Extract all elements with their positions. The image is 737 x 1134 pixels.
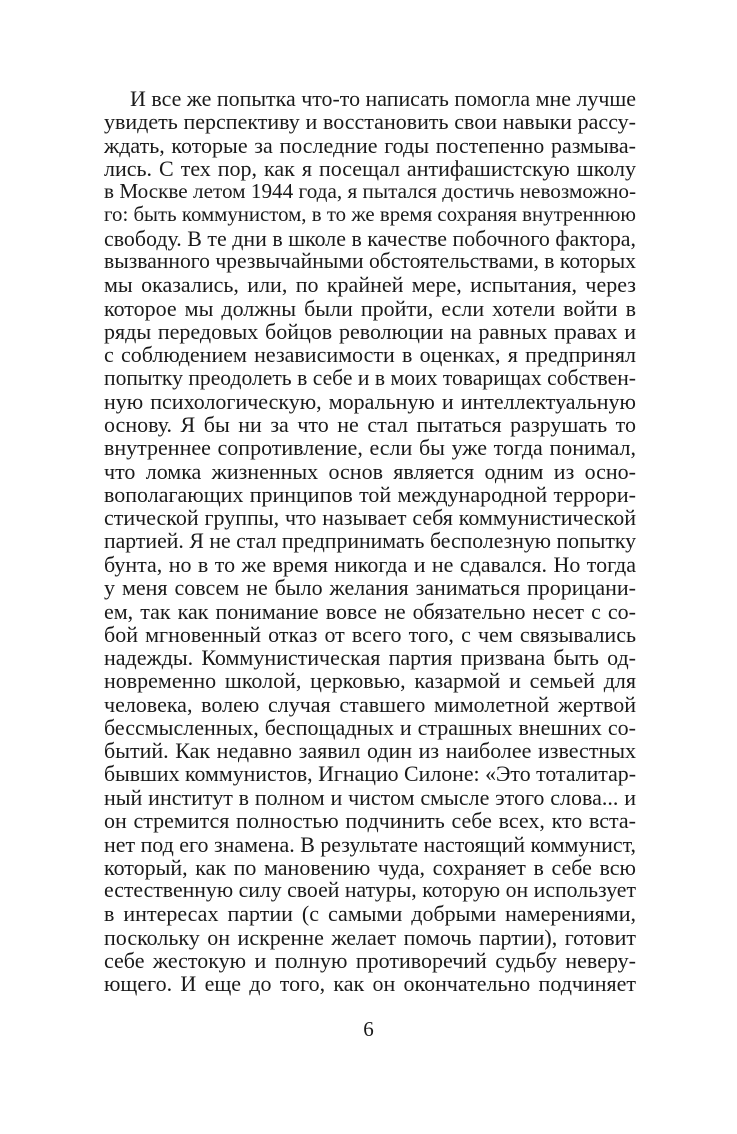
text-line: бой мгновенный отказ от всего того, с чем связывались (104, 621, 636, 647)
text-line: ждать, которые за последние годы постепенно размыва- (104, 132, 636, 158)
text-line: И все же попытка что-то написать помогла мне лучше (130, 86, 636, 111)
page-number: 6 (363, 1017, 374, 1041)
text-line: бунта, но в то же время никогда и не сдавался. Но тогда (104, 551, 636, 577)
text-line: в интересах партии (с самыми добрыми намерениями, (104, 901, 636, 927)
text-line: которое мы должны были пройти, если хотели войти в (104, 295, 636, 321)
text-line: что ломка жизненных основ является одним из осно- (104, 458, 636, 484)
text-line: попытку преодолеть в себе и в моих товарищах собствен- (104, 365, 636, 390)
text-line: себе жестокую и полную противоречий судьбу неверу- (104, 947, 636, 973)
text-line: надежды. Коммунистическая партия призвана быть од- (104, 645, 636, 671)
text-line: внутреннее сопротивление, если бы уже тогда понимал, (104, 435, 636, 461)
text-line: ный институт в полном и чистом смысле этого слова... и (104, 784, 636, 810)
text-line: бытий. Как недавно заявил один из наиболее известных (104, 738, 636, 764)
text-line: основу. Я бы ни за что не стал пытаться разрушать то (104, 412, 636, 438)
text-line: вополагающих принципов той международной террори- (104, 482, 636, 508)
text-line: у меня совсем не было желания заниматься прорицани- (104, 575, 636, 601)
body-text (104, 87, 636, 996)
text-line: увидеть перспективу и восстановить свои навыки рассу- (104, 109, 636, 135)
text-line: ряды передовых бойцов революции на равных правах и (104, 318, 636, 344)
text-line: стической группы, что называет себя коммунистической (104, 505, 636, 531)
text-line: бессмысленных, беспощадных и страшных внешних со- (104, 715, 636, 741)
text-line: он стремится полностью подчинить себе всех, кто вста- (104, 808, 636, 834)
text-line: ем, так как понимание вовсе не обязательно несет с со- (104, 598, 636, 624)
text-line: естественную силу своей натуры, которую он использует (104, 878, 636, 903)
text-line: в Москве летом 1944 года, я пытался достичь невозможно- (104, 179, 636, 204)
text-line: нет под его знамена. В результате настоящий коммунист, (104, 831, 636, 857)
text-line: бывших коммунистов, Игнацио Силоне: «Это тоталитар- (104, 761, 636, 786)
text-line: ющего. И еще до того, как он окончательно подчиняет (104, 971, 636, 997)
text-line: поскольку он искренне желает помочь партии), готовит (104, 924, 636, 950)
text-line: новременно школой, церковью, казармой и семьей для (104, 668, 636, 694)
text-line: мы оказались, или, по крайней мере, испытания, через (104, 272, 636, 298)
text-line: с соблюдением независимости в оценках, я предпринял (104, 342, 636, 368)
text-line: партией. Я не стал предпринимать бесполезную попытку (104, 528, 636, 553)
text-line: свободу. В те дни в школе в качестве побочного фактора, (104, 225, 636, 251)
text-line: лись. С тех пор, как я посещал антифашистскую школу (104, 155, 636, 181)
text-line: ную психологическую, моральную и интеллектуальную (104, 388, 636, 414)
text-line: вызванного чрезвычайными обстоятельствами, в которых (104, 249, 636, 274)
text-line: который, как по мановению чуда, сохраняет в себе всю (104, 854, 636, 880)
text-line: го: быть коммунистом, в то же время сохраняя внутреннюю (104, 202, 636, 227)
text-line: человека, волею случая ставшего мимолетной жертвой (104, 691, 636, 717)
